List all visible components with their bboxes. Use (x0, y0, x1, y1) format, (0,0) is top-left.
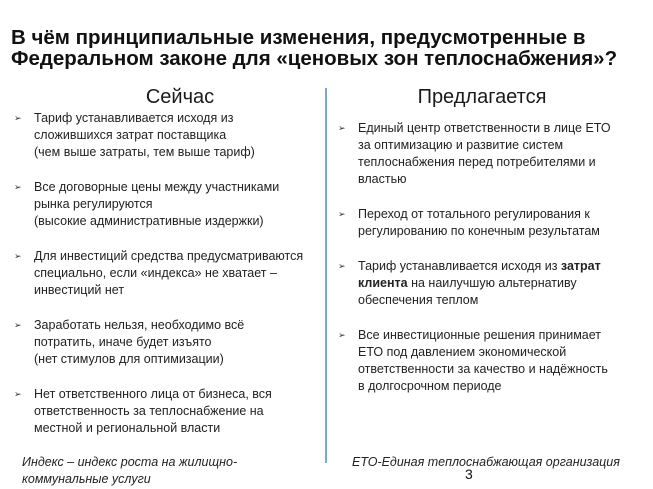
list-item (338, 327, 630, 395)
item-text: ЕТО под давлением экономической (358, 345, 567, 359)
item-text: за оптимизацию и развитие систем (358, 138, 564, 152)
item-text: (нет стимулов для оптимизации) (34, 352, 224, 366)
arrow-bullet-icon: ➢ (338, 209, 346, 219)
column-divider (325, 88, 327, 463)
item-text: ответственности за качество и надёжность (358, 362, 608, 376)
item-text (358, 258, 630, 275)
item-text: инвестиций нет (34, 283, 125, 297)
arrow-bullet-icon: ➢ (338, 330, 346, 340)
list-item (338, 120, 630, 188)
list-item (338, 258, 630, 309)
page-number: 3 (465, 466, 473, 482)
slide-title: В чём принципиальные изменения, предусмотренные в Федеральном законе для «ценовых зон теплоснабжения»? (11, 26, 618, 70)
arrow-bullet-icon: ➢ (338, 123, 346, 133)
footnote-index: Индекс – индекс роста на жилищно-коммунальные услуги (22, 455, 238, 486)
item-text: Заработать нельзя, необходимо всё (34, 318, 245, 332)
arrow-bullet-icon: ➢ (14, 182, 22, 192)
proposed-list (338, 120, 630, 413)
item-text: Все инвестиционные решения принимает (358, 328, 602, 342)
current-list (14, 110, 322, 455)
item-text: (чем выше затраты, тем выше тариф) (34, 145, 255, 159)
item-text: регулированию по конечным результатам (358, 224, 600, 238)
item-text: сложившихся затрат поставщика (34, 128, 227, 142)
arrow-bullet-icon: ➢ (338, 261, 346, 271)
column-heading-proposed: Предлагается (417, 86, 547, 108)
list-item (14, 248, 322, 299)
item-text: потратить, иначе будет изъято (34, 335, 212, 349)
list-item (14, 317, 322, 368)
item-text-segment: на наилучшую альтернативу (407, 276, 577, 290)
arrow-bullet-icon: ➢ (14, 389, 22, 399)
item-text: в долгосрочном периоде (358, 379, 502, 393)
item-text (358, 275, 630, 292)
arrow-bullet-icon: ➢ (14, 320, 22, 330)
item-text: Переход от тотального регулирования к (358, 207, 590, 221)
column-heading-current: Сейчас (145, 86, 215, 108)
item-text: Для инвестиций средства предусматриваются (34, 249, 304, 263)
item-text-segment: Тариф устанавливается исходя из (358, 259, 561, 273)
list-item (14, 386, 322, 437)
arrow-bullet-icon: ➢ (14, 251, 22, 261)
item-text: ответственность за теплоснабжение на (34, 404, 264, 418)
list-item (338, 206, 630, 240)
list-item (14, 110, 322, 161)
item-text-bold: затрат (560, 259, 601, 273)
item-text: Тариф устанавливается исходя из (34, 111, 234, 125)
item-text: специально, если «индекса» не хватает – (34, 266, 277, 280)
arrow-bullet-icon: ➢ (14, 113, 22, 123)
item-text: властью (358, 172, 407, 186)
item-text: рынка регулируются (34, 197, 153, 211)
item-text: местной и региональной власти (34, 421, 221, 435)
item-text: обеспечения теплом (358, 293, 479, 307)
footnote-eto: ЕТО-Единая теплоснабжающая организация (352, 455, 620, 469)
item-text: Нет ответственного лица от бизнеса, вся (34, 387, 272, 401)
list-item (14, 179, 322, 230)
item-text: (высокие административные издержки) (34, 214, 264, 228)
item-text: теплоснабжения перед потребителями и (358, 155, 596, 169)
item-text: Единый центр ответственности в лице ЕТО (358, 121, 611, 135)
item-text: Все договорные цены между участниками (34, 180, 280, 194)
item-text-bold: клиента (358, 276, 408, 290)
